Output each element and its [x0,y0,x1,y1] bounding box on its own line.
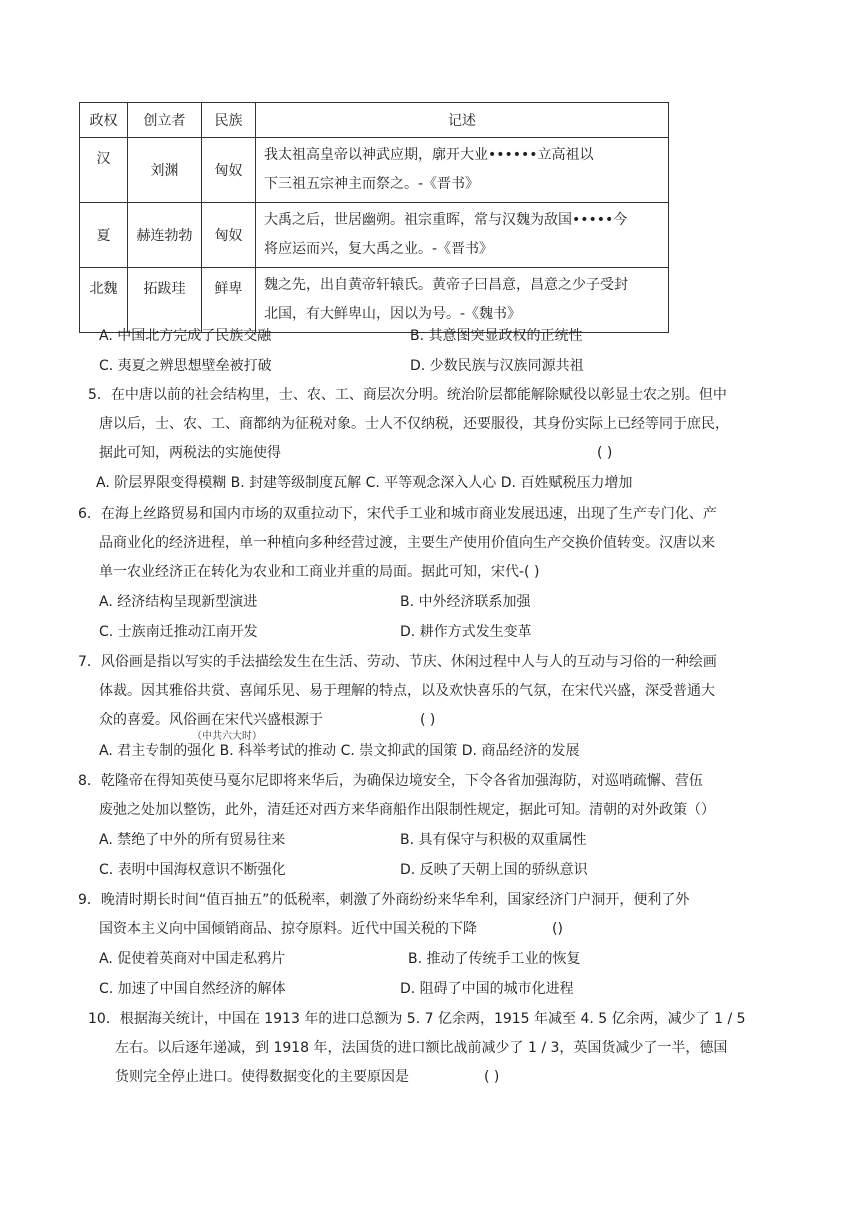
q5-line-2: 唐以后，士、农、工、商都纳为征税对象。士人不仅纳税，还要服役，其身份实际上已经等同于庶民， [99,416,729,432]
q6-line-2: 品商业化的经济进程，单一种植向多种经营过渡，主要生产使用价值向生产交换价值转变。汉唐以来 [99,535,715,551]
q6-option-a: A. 经济结构呈现新型演进 [99,594,258,610]
q7-margin-note: （中共六大时） [192,731,262,742]
cell-ethnicity: 匈奴 [202,138,256,203]
q9-option-b: B. 推动了传统手工业的恢复 [408,951,581,967]
q10-line-1: 10．根据海关统计，中国在 1913 年的进口总额为 5. 7 亿余两，1915 年减至 4. 5 亿余两，减少了 1 / 5 [88,1011,746,1027]
q6-option-c: C. 士族南迁推动江南开发 [99,624,258,640]
cell-founder: 拓跋珪 [128,268,202,333]
cell-ethnicity: 匈奴 [202,203,256,268]
q10-line-3: 货则完全停止进口。使得数据变化的主要原因是 [115,1069,409,1085]
record-line: 我太祖高皇帝以神武应期，廓开大业••••••立高祖以 [264,147,594,163]
cell-record [256,268,669,333]
q8-option-b: B. 具有保守与积极的双重属性 [400,832,587,848]
q4-option-b: B. 其意图突显政权的正统性 [410,328,583,344]
q9-option-c: C. 加速了中国自然经济的解体 [99,981,286,997]
cell-record [256,138,669,203]
q7-line-1: 7．风俗画是指以写实的手法描绘发生在生活、劳动、节庆、休闲过程中人与人的互动与习俗的一种绘画 [78,654,717,670]
table-row [80,268,669,333]
q9-option-d: D. 阻碍了中国的城市化进程 [400,981,574,997]
record-line: 北国，有大鲜卑山，因以为号。-《魏书》 [264,306,522,322]
q8-option-a: A. 禁绝了中外的所有贸易往来 [99,832,286,848]
q4-option-c: C. 夷夏之辨思想壁垒被打破 [99,358,272,374]
header-founder: 创立者 [128,103,202,138]
cell-founder: 赫连勃勃 [128,203,202,268]
table-row [80,203,669,268]
history-table [79,102,669,333]
q10-answer-bracket: ( ) [484,1069,500,1085]
q8-line-2: 废弛之处加以整饬，此外，清廷还对西方来华商船作出限制性规定，据此可知。清朝的对外政策（） [99,802,715,818]
q6-line-3: 单一农业经济正在转化为农业和工商业并重的局面。据此可知，宋代-( ) [99,564,540,580]
record-line: 魏之先，出自黄帝轩辕氏。黄帝子曰昌意，昌意之少子受封 [264,277,628,293]
q4-option-a: A. 中国北方完成了民族交融 [99,328,272,344]
q5-line-1: 5．在中唐以前的社会结构里，士、农、工、商层次分明。统治阶层都能解除赋役以彰显士农之别。但中 [88,387,727,403]
cell-regime: 夏 [80,203,128,268]
q9-answer-bracket: () [552,921,563,937]
q8-option-d: D. 反映了天朝上国的骄纵意识 [400,862,588,878]
record-line: 大禹之后，世居幽朔。祖宗重晖，常与汉魏为敌国•••••今 [264,212,628,228]
q9-line-1: 9．晚清时期长时间“值百抽五”的低税率，刺激了外商纷纷来华牟利，国家经济门户洞开，便利了外 [78,892,690,908]
q6-line-1: 6．在海上丝路贸易和国内市场的双重拉动下，宋代手工业和城市商业发展迅速，出现了生产专门化、产 [78,506,717,522]
q7-line-3: 众的喜爱。风俗画在宋代兴盛根源于 [99,712,323,728]
record-line: 将应运而兴，复大禹之业。-《晋书》 [264,241,494,257]
table-row [80,138,669,203]
cell-founder: 刘渊 [128,138,202,203]
q5-answer-bracket: ( ) [597,445,613,461]
cell-regime: 北魏 [80,268,128,333]
q7-line-2: 体裁。因其雅俗共赏、喜闻乐见、易于理解的特点，以及欢快喜乐的气氛，在宋代兴盛，深受普通大 [99,683,715,699]
q5-options: A. 阶层界限变得模糊 B. 封建等级制度瓦解 C. 平等观念深入人心 D. 百姓赋税压力增加 [96,475,633,491]
q4-option-d: D. 少数民族与汉族同源共祖 [410,358,584,374]
q8-line-1: 8．乾隆帝在得知英使马戛尔尼即将来华后，为确保边境安全，下令各省加强海防，对巡哨疏懈、营伍 [78,773,703,789]
q9-option-a: A. 促使着英商对中国走私鸦片 [99,951,286,967]
cell-ethnicity: 鲜卑 [202,268,256,333]
q9-line-2: 国资本主义向中国倾销商品、掠夺原料。近代中国关税的下降 [99,921,477,937]
q6-option-d: D. 耕作方式发生变革 [400,624,532,640]
q8-option-c: C. 表明中国海权意识不断强化 [99,862,286,878]
header-record: 记述 [256,103,669,138]
q5-line-3: 据此可知，两税法的实施使得 [99,445,281,461]
q7-answer-bracket: ( ) [420,712,436,728]
cell-record [256,203,669,268]
q10-line-2: 左右。以后逐年递减，到 1918 年，法国货的进口额比战前减少了 1 / 3，英国货减少了一半，德国 [115,1040,728,1056]
header-ethnicity: 民族 [202,103,256,138]
cell-regime: 汉 [80,138,128,203]
q7-options: A. 君主专制的强化 B. 科举考试的推动 C. 崇文抑武的国策 D. 商品经济的发展 [99,743,580,759]
record-line: 下三祖五宗神主而祭之。-《晋书》 [264,176,480,192]
table-header-row [80,103,669,138]
q6-option-b: B. 中外经济联系加强 [400,594,531,610]
header-regime: 政权 [80,103,128,138]
